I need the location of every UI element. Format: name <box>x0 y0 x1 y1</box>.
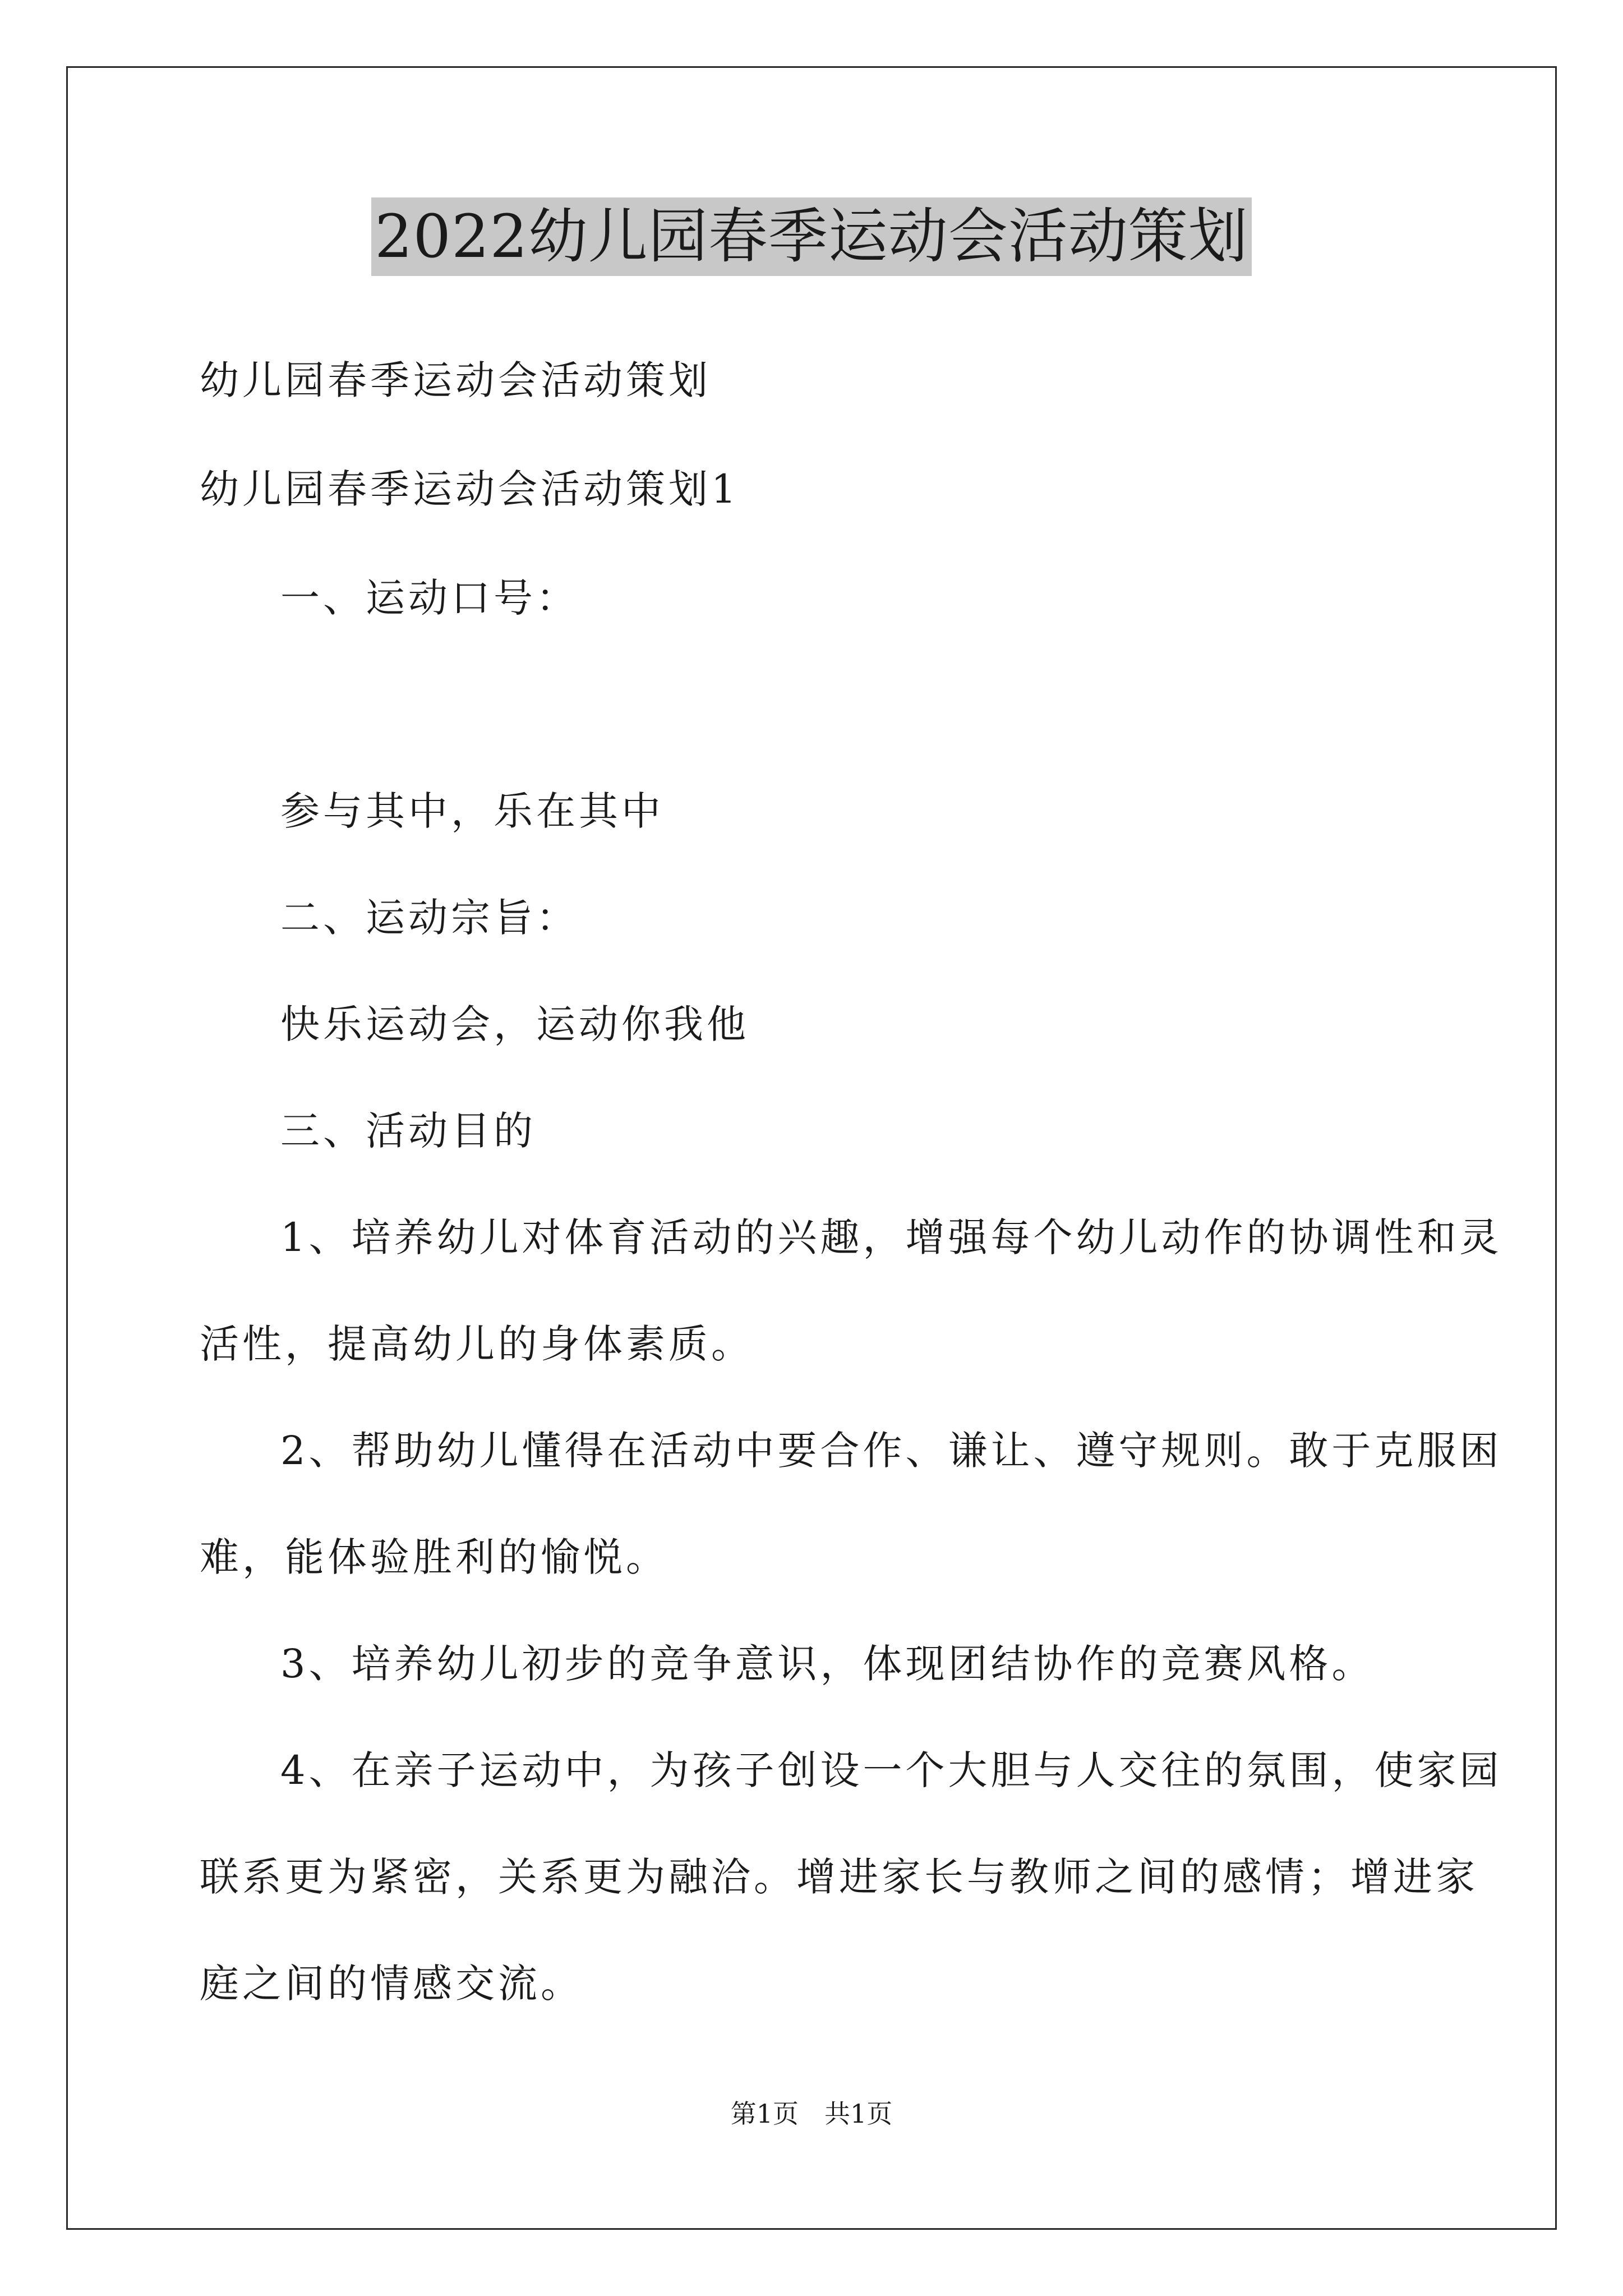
goal-1-line-2: 活性，提高幼儿的身体素质。 <box>200 1321 754 1367</box>
goal-4-line-2: 联系更为紧密，关系更为融洽。增进家长与教师之间的感情；增进家 <box>200 1854 1478 1900</box>
goal-2-line-2: 难，能体验胜利的愉悦。 <box>200 1534 668 1580</box>
paragraph-purpose: 快乐运动会，运动你我他 <box>280 1001 749 1047</box>
title-container <box>0 197 1623 276</box>
goal-2-line-1: 2、帮助幼儿懂得在活动中要合作、谦让、遵守规则。敢于克服困 <box>280 1428 1502 1474</box>
subtitle: 幼儿园春季运动会活动策划 <box>200 357 711 403</box>
heading-slogan: 一、运动口号： <box>280 575 579 621</box>
page-footer <box>0 2097 1623 2131</box>
goal-4-line-3: 庭之间的情感交流。 <box>200 1961 583 2007</box>
goal-1-line-1: 1、培养幼儿对体育活动的兴趣，增强每个幼儿动作的协调性和灵 <box>280 1214 1502 1260</box>
goal-4-line-1: 4、在亲子运动中，为孩子创设一个大胆与人交往的氛围，使家园 <box>280 1747 1502 1793</box>
paragraph-slogan: 参与其中，乐在其中 <box>280 788 664 834</box>
document-title: 2022幼儿园春季运动会活动策划 <box>371 197 1252 276</box>
section-title: 幼儿园春季运动会活动策划1 <box>200 466 740 512</box>
heading-goals: 三、活动目的 <box>280 1108 536 1154</box>
goal-3-line-1: 3、培养幼儿初步的竞争意识，体现团结协作的竞赛风格。 <box>280 1641 1375 1687</box>
page-number-total: 共1页 <box>824 2099 893 2129</box>
heading-purpose: 二、运动宗旨： <box>280 895 579 941</box>
page-number-current: 第1页 <box>730 2099 799 2129</box>
